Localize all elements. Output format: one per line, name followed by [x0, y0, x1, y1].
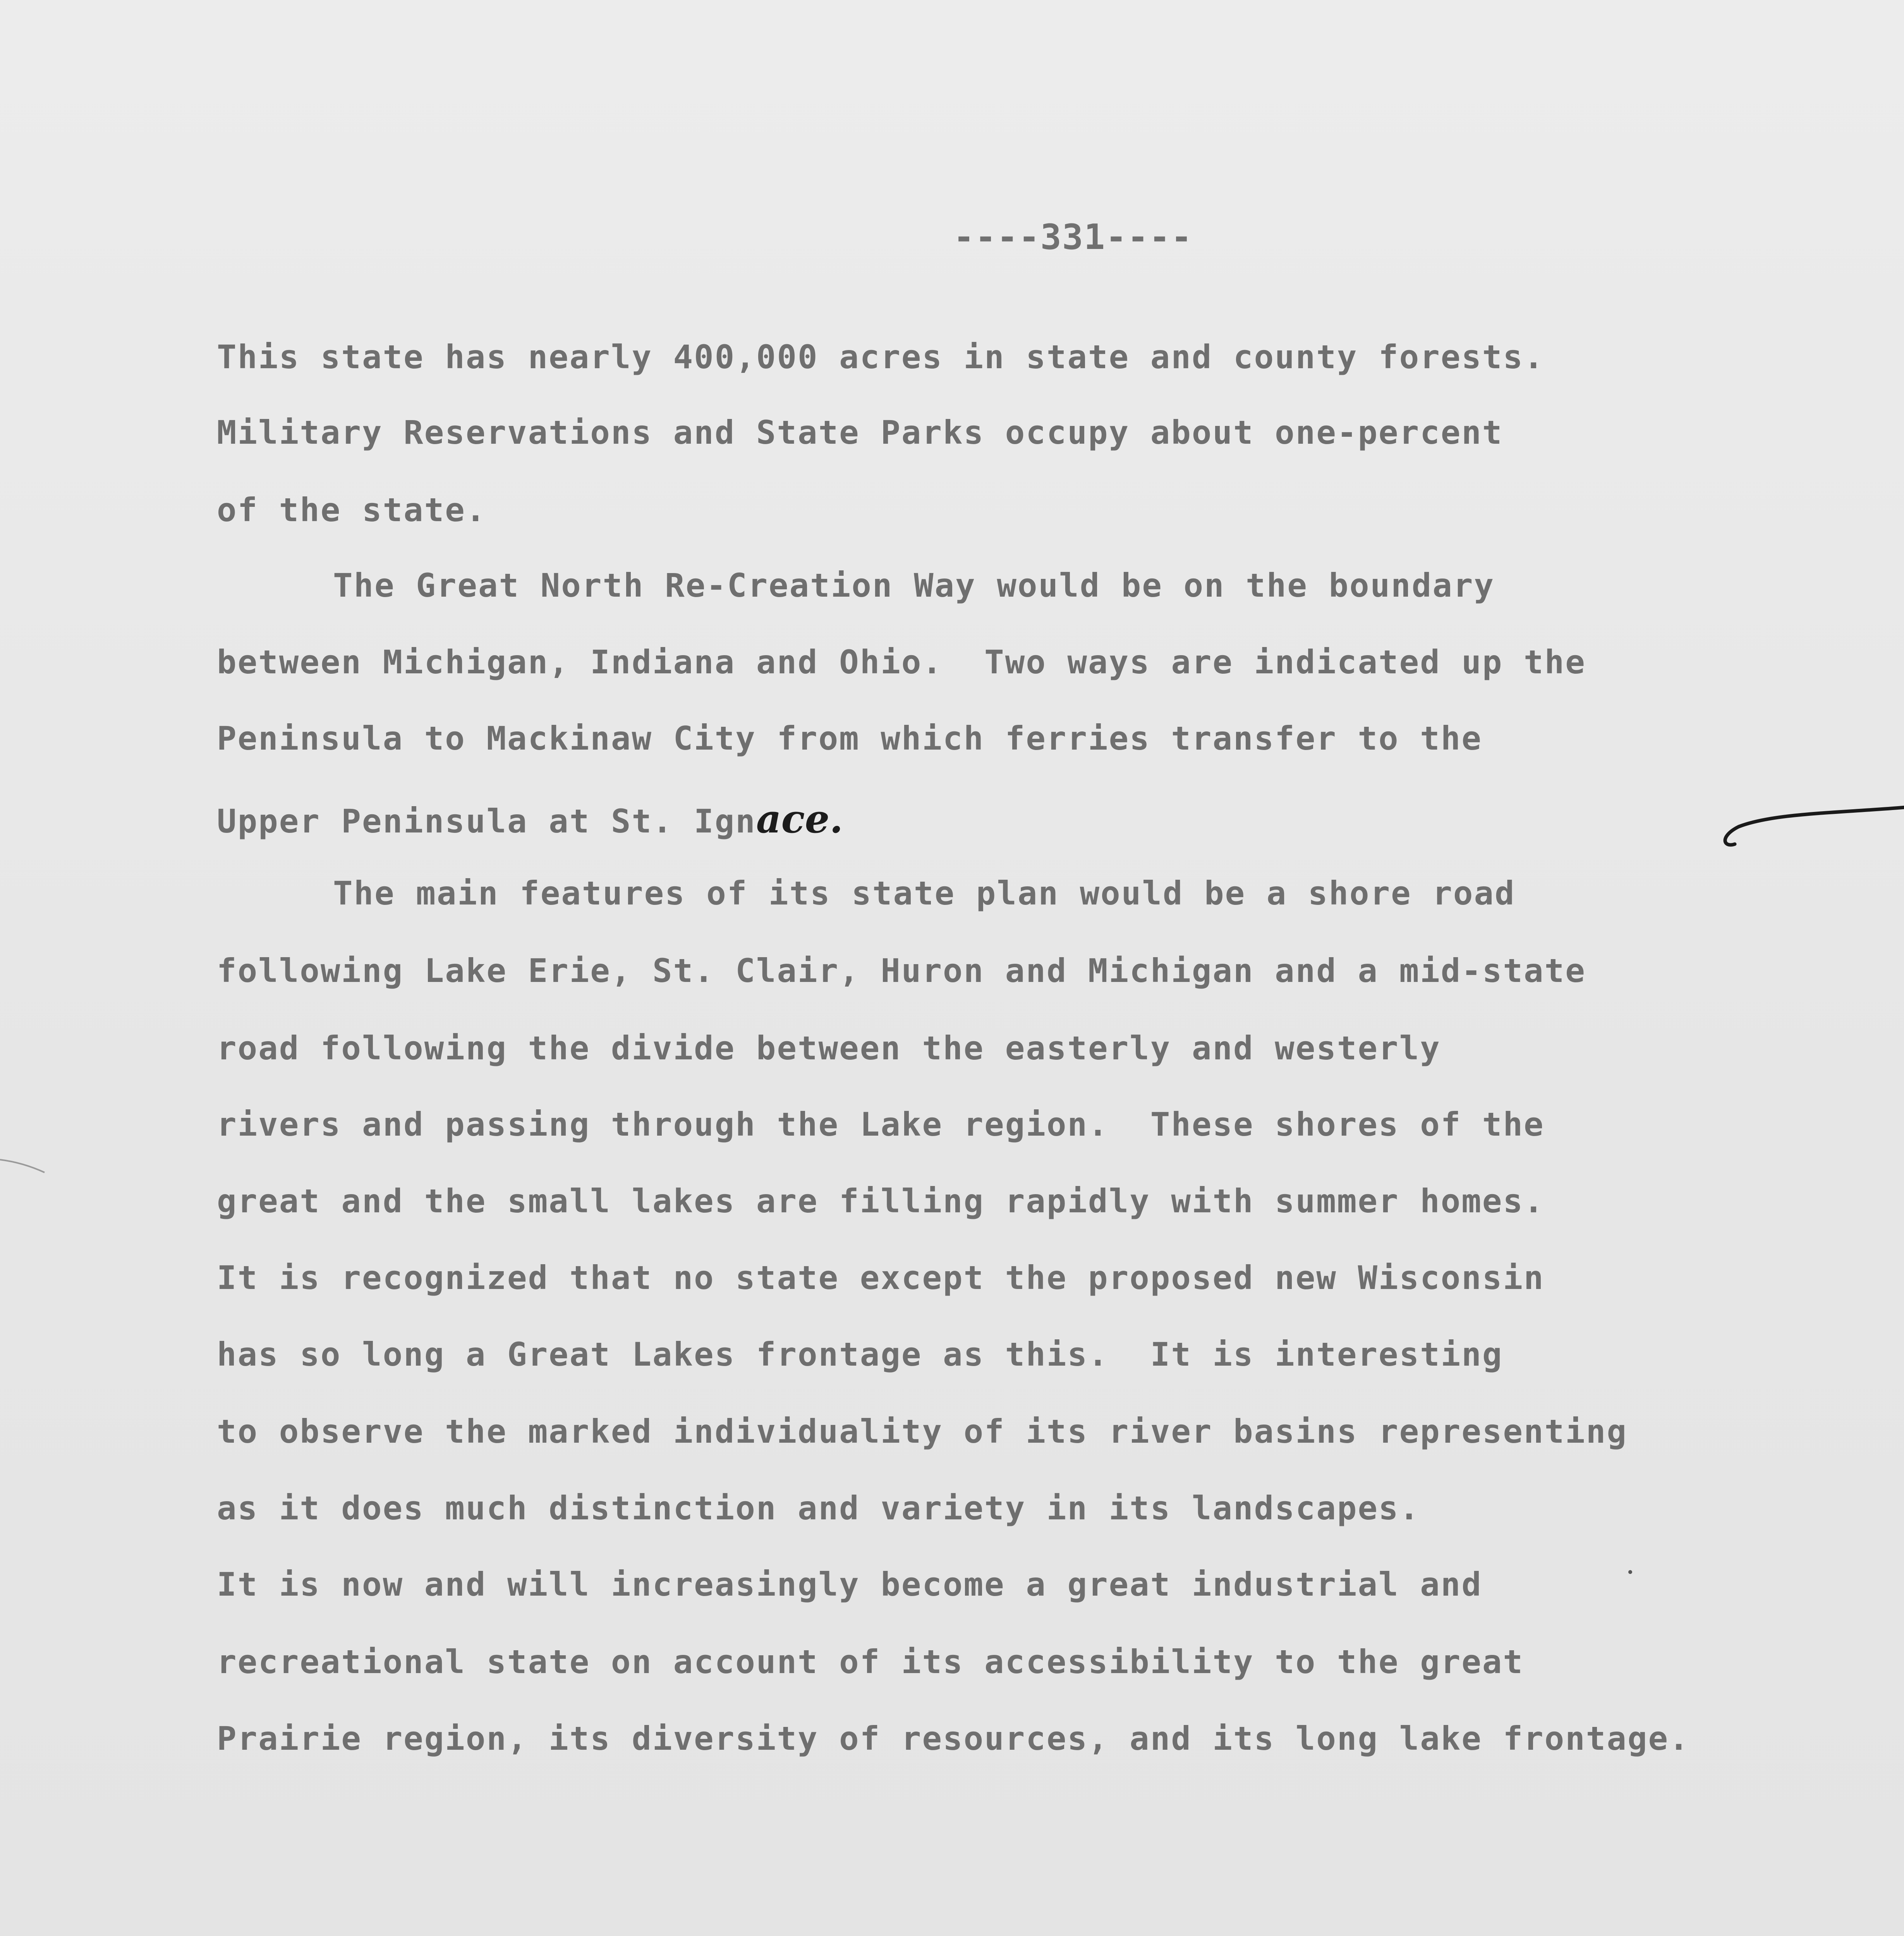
text-line-15: to observe the marked individuality of its river basins representing: [217, 1413, 1628, 1450]
margin-correction-mark: [1712, 790, 1904, 860]
scan-edge-mark: [0, 1158, 46, 1173]
handwritten-correction: ace.: [756, 796, 843, 842]
page-number: ----331----: [953, 217, 1193, 257]
text-line-13: It is recognized that no state except the proposed new Wisconsin: [217, 1259, 1545, 1297]
text-line-7-typed: Upper Peninsula at St. Ign: [217, 802, 756, 840]
text-line-19: Prairie region, its diversity of resources, and its long lake frontage.: [217, 1720, 1690, 1758]
text-line-7: [217, 796, 843, 842]
text-line-17: It is now and will increasingly become a great industrial and: [217, 1565, 1482, 1603]
text-line-12: great and the small lakes are filling rapidly with summer homes.: [217, 1182, 1545, 1220]
text-line-11: rivers and passing through the Lake region. These shores of the: [217, 1105, 1545, 1143]
text-line-6: Peninsula to Mackinaw City from which ferries transfer to the: [217, 719, 1482, 757]
text-line-2: Military Reservations and State Parks occupy about one-percent: [217, 414, 1503, 451]
scan-speck: [1628, 1570, 1632, 1574]
text-line-18: recreational state on account of its accessibility to the great: [217, 1643, 1524, 1681]
text-line-4: The Great North Re-Creation Way would be on the boundary: [333, 566, 1495, 604]
text-line-9: following Lake Erie, St. Clair, Huron and Michigan and a mid-state: [217, 952, 1586, 990]
text-line-16: as it does much distinction and variety in its landscapes.: [217, 1489, 1420, 1527]
text-line-10: road following the divide between the easterly and westerly: [217, 1029, 1441, 1067]
text-line-1: This state has nearly 400,000 acres in state and county forests.: [217, 338, 1545, 376]
text-line-8: The main features of its state plan would be a shore road: [333, 874, 1516, 912]
text-line-14: has so long a Great Lakes frontage as this. It is interesting: [217, 1335, 1503, 1373]
text-line-5: between Michigan, Indiana and Ohio. Two ways are indicated up the: [217, 643, 1586, 681]
text-line-3: of the state.: [217, 491, 487, 529]
